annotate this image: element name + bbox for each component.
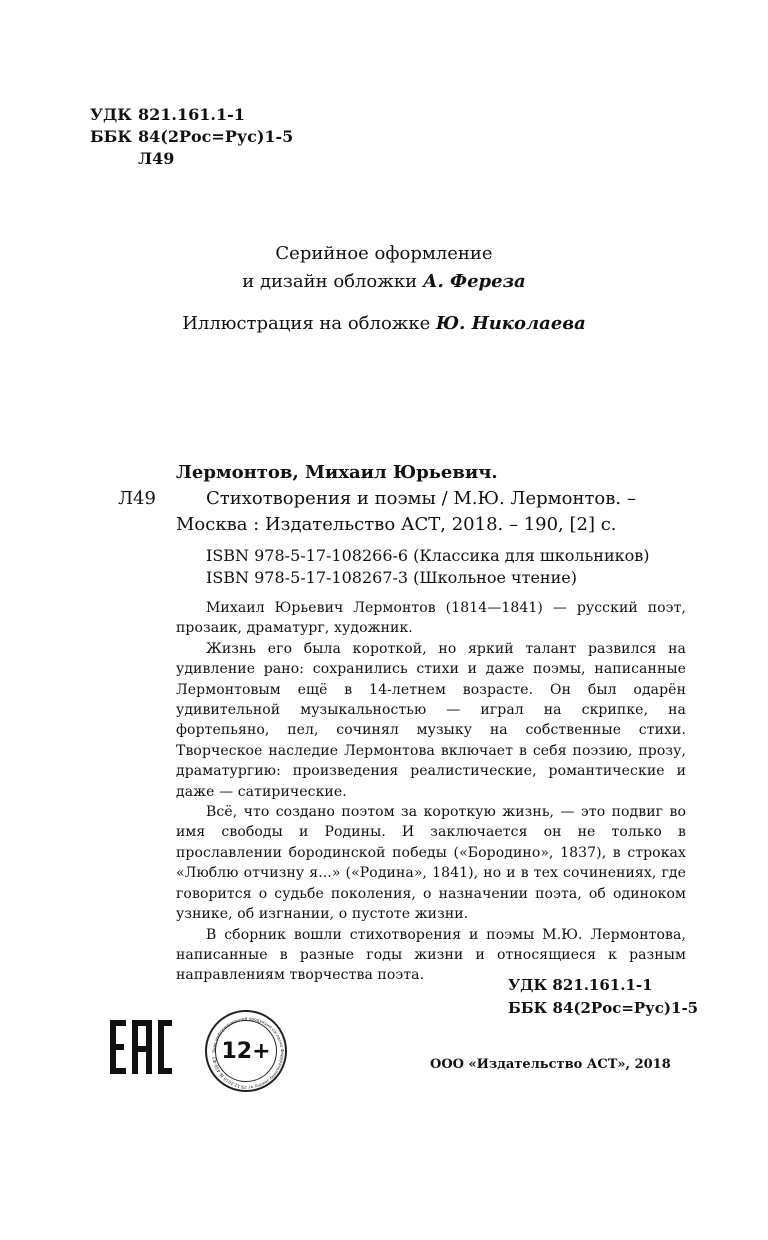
isbn-2: ISBN 978-5-17-108267-3 (Школьное чтение): [206, 568, 577, 587]
annotation: [176, 598, 686, 986]
age-rating-badge: [205, 1010, 287, 1092]
bbk-line: [90, 126, 293, 148]
annotation-paragraph: В сборник вошли стихотворения и поэмы М.Ю. Лермонтова, написанные в разные годы жизни и относящиеся к разным направлениям творчества поэта.: [176, 926, 686, 984]
bbk-label: ББК: [90, 127, 132, 146]
svg-text:Знак информационной продукции: [211, 1016, 285, 1090]
age-rating-ring: [207, 1012, 289, 1094]
annotation-paragraph: Михаил Юрьевич Лермонтов (1814—1841) — русский поэт, прозаик, драматург, художник.: [176, 600, 686, 637]
udk-line: [90, 104, 293, 126]
age-ring-text: Знак информационной продукции согласно Федеральному закону от 29.12.2010 № 436-ФЗ: [210, 1015, 286, 1091]
bottom-udk: УДК 821.161.1-1: [508, 976, 653, 994]
copyright: ООО «Издательство АСТ», 2018: [430, 1057, 671, 1072]
author-code-line: [90, 148, 293, 170]
series-design-credit: [0, 240, 768, 296]
author-code: Л49: [138, 149, 175, 168]
series-line-2: [0, 268, 768, 296]
illustration-credit: [0, 310, 768, 338]
bib-author: Лермонтов, Михаил Юрьевич.: [176, 462, 498, 483]
udk-label: УДК: [90, 105, 132, 124]
bib-title-line-1: Стихотворения и поэмы / М.Ю. Лермонтов. –: [206, 488, 636, 509]
annotation-paragraph: Жизнь его была короткой, но яркий талант развился на удивление рано: сохранились стихи и даже поэмы, написанные Лермонтовым ещё в 14-летнем возрасте. Он был одарён удивительной музыкальностью — играл на скрипке, на фортепьяно, пел, сочинял музыку на собственные стихи. Творческое наследие Лермонтова включает в себя поэзию, прозу, драматургию: произведения реалистические, романтические и даже — сатирические.: [176, 640, 686, 800]
isbn-1: ISBN 978-5-17-108266-6 (Классика для школьников): [206, 546, 650, 565]
annotation-paragraph: Всё, что создано поэтом за короткую жизнь, — это подвиг во имя свободы и Родины. И заключается он не только в прославлении бородинской победы («Бородино», 1837), в строках «Люблю отчизну я...» («Родина», 1841), но и в тех сочинениях, где говорится о судьбе поколения, о назначении поэта, об одиноком узнике, об изгнании, о пустоте жизни.: [176, 804, 686, 923]
bbk-value: 84(2Рос=Рус)1-5: [138, 127, 294, 146]
illustrator: Ю. Николаева: [436, 313, 586, 334]
bib-code: Л49: [118, 488, 156, 509]
eac-mark-icon: [110, 1020, 172, 1074]
bottom-bbk: ББК 84(2Рос=Рус)1-5: [508, 999, 699, 1017]
series-line-2-prefix: и дизайн обложки: [242, 271, 418, 292]
series-line-1: Серийное оформление: [275, 243, 493, 264]
series-designer: А. Фереза: [422, 271, 526, 292]
bottom-codes: [508, 974, 698, 1020]
bib-title-line-2: Москва : Издательство АСТ, 2018. – 190, [2] с.: [176, 514, 617, 535]
udk-value: 821.161.1-1: [138, 105, 245, 124]
age-rating-value: 12+: [215, 1020, 277, 1082]
classification-block: [90, 104, 293, 170]
illustration-prefix: Иллюстрация на обложке: [182, 313, 431, 334]
